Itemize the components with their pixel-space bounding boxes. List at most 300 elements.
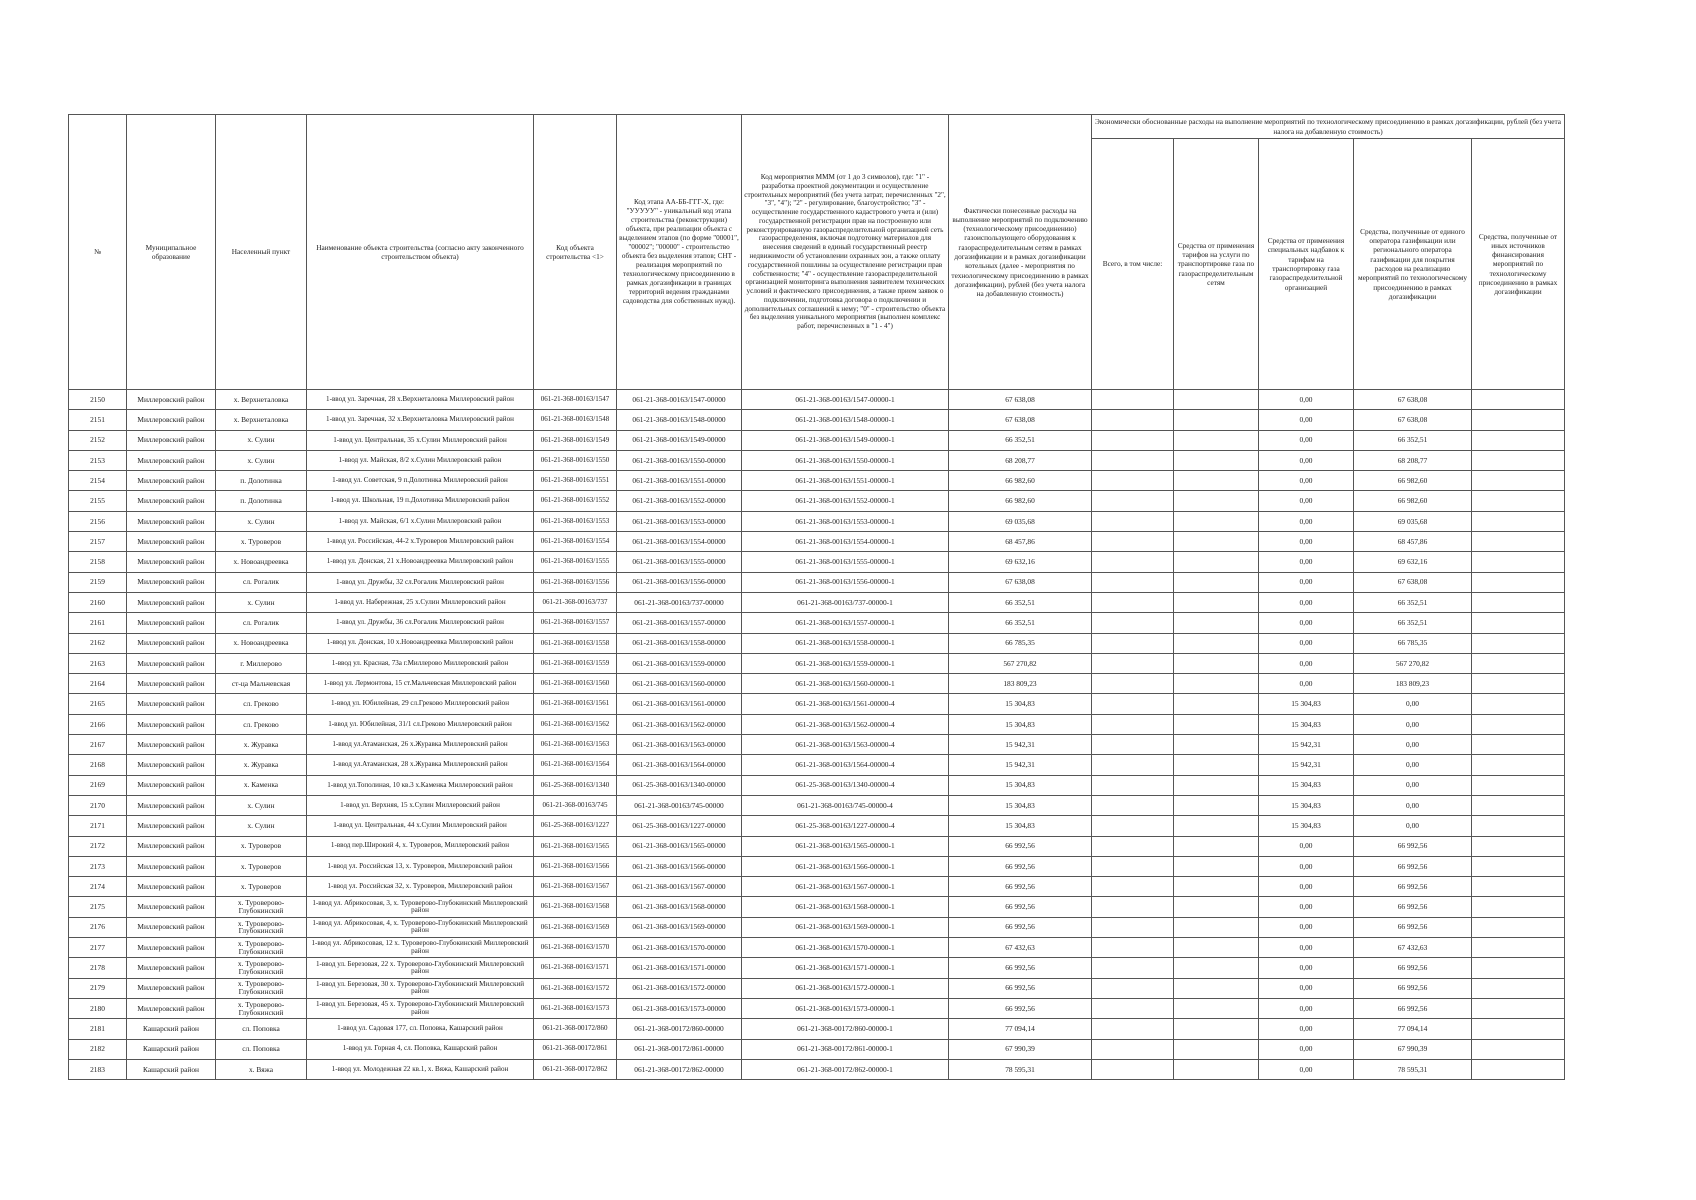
object-name-cell: 1-ввод ул. Садовая 177, сл. Поповка, Кашарский район — [307, 1019, 534, 1039]
stage-code-cell: 061-21-368-00163/1571-00000 — [617, 958, 742, 978]
object-name-cell: 1-ввод ул. Юбилейная, 31/1 сл.Греково Миллеровский район — [307, 714, 534, 734]
actual-costs-cell: 66 992,56 — [949, 917, 1092, 937]
municipality-cell: Миллеровский район — [127, 674, 216, 694]
total-cell — [1092, 633, 1174, 653]
table-row — [69, 836, 1565, 856]
single-operator-cell: 78 595,31 — [1354, 1059, 1472, 1079]
row-number: 2182 — [69, 1039, 127, 1059]
stage-code-cell: 061-21-368-00163/1573-00000 — [617, 998, 742, 1018]
table-row — [69, 450, 1565, 470]
row-number: 2176 — [69, 917, 127, 937]
event-code-cell: 061-21-368-00163/1563-00000-4 — [742, 735, 949, 755]
stage-code-cell: 061-21-368-00163/1572-00000 — [617, 978, 742, 998]
object-code-cell: 061-21-368-00163/1556 — [534, 572, 617, 592]
object-name-cell: 1-ввод ул. Молодежная 22 кв.1, х. Вяжа, Кашарский район — [307, 1059, 534, 1079]
other-sources-cell — [1472, 755, 1565, 775]
special-surcharges-cell: 0,00 — [1259, 471, 1354, 491]
header-single-operator: Средства, полученные от единого оператора газификации или регионального оператора газификации для покрытия расходов на реализацию мероприятий по технологическому присоединению в рамках догазификации — [1354, 139, 1472, 390]
header-object-code: Код объекта строительства <1> — [534, 115, 617, 390]
object-code-cell: 061-21-368-00163/1568 — [534, 897, 617, 917]
event-code-cell: 061-21-368-00163/1565-00000-1 — [742, 836, 949, 856]
special-surcharges-cell: 0,00 — [1259, 532, 1354, 552]
object-name-cell: 1-ввод пер.Широкий 4, х. Туроверов, Миллеровский район — [307, 836, 534, 856]
tariff-transport-cell — [1174, 450, 1259, 470]
event-code-cell: 061-21-368-00163/1567-00000-1 — [742, 877, 949, 897]
actual-costs-cell: 78 595,31 — [949, 1059, 1092, 1079]
row-number: 2152 — [69, 430, 127, 450]
event-code-cell: 061-21-368-00163/1568-00000-1 — [742, 897, 949, 917]
row-number: 2161 — [69, 613, 127, 633]
actual-costs-cell: 66 982,60 — [949, 471, 1092, 491]
row-number: 2156 — [69, 511, 127, 531]
total-cell — [1092, 1059, 1174, 1079]
total-cell — [1092, 998, 1174, 1018]
event-code-cell: 061-21-368-00163/1559-00000-1 — [742, 653, 949, 673]
object-name-cell: 1-ввод ул. Лермонтова, 15 ст.Мальчевская Миллеровский район — [307, 674, 534, 694]
total-cell — [1092, 755, 1174, 775]
tariff-transport-cell — [1174, 735, 1259, 755]
stage-code-cell: 061-21-368-00163/745-00000 — [617, 795, 742, 815]
actual-costs-cell: 68 457,86 — [949, 532, 1092, 552]
row-number: 2173 — [69, 856, 127, 876]
single-operator-cell: 567 270,82 — [1354, 653, 1472, 673]
stage-code-cell: 061-21-368-00163/1558-00000 — [617, 633, 742, 653]
actual-costs-cell: 66 992,56 — [949, 897, 1092, 917]
special-surcharges-cell: 0,00 — [1259, 491, 1354, 511]
event-code-cell: 061-21-368-00163/737-00000-1 — [742, 592, 949, 612]
single-operator-cell: 0,00 — [1354, 735, 1472, 755]
object-code-cell: 061-21-368-00163/1554 — [534, 532, 617, 552]
municipality-cell: Миллеровский район — [127, 917, 216, 937]
other-sources-cell — [1472, 471, 1565, 491]
municipality-cell: Миллеровский район — [127, 836, 216, 856]
tariff-transport-cell — [1174, 816, 1259, 836]
single-operator-cell: 183 809,23 — [1354, 674, 1472, 694]
other-sources-cell — [1472, 450, 1565, 470]
tariff-transport-cell — [1174, 877, 1259, 897]
total-cell — [1092, 613, 1174, 633]
event-code-cell: 061-21-368-00172/861-00000-1 — [742, 1039, 949, 1059]
object-code-cell: 061-21-368-00163/1552 — [534, 491, 617, 511]
settlement-cell: х. Туроверово-Глубокинский — [216, 978, 307, 998]
object-code-cell: 061-21-368-00163/1569 — [534, 917, 617, 937]
special-surcharges-cell: 0,00 — [1259, 1039, 1354, 1059]
other-sources-cell — [1472, 1039, 1565, 1059]
single-operator-cell: 69 035,68 — [1354, 511, 1472, 531]
row-number: 2163 — [69, 653, 127, 673]
special-surcharges-cell: 0,00 — [1259, 897, 1354, 917]
table-row — [69, 572, 1565, 592]
other-sources-cell — [1472, 390, 1565, 410]
settlement-cell: х. Сулин — [216, 511, 307, 531]
table-row — [69, 552, 1565, 572]
object-code-cell: 061-21-368-00163/737 — [534, 592, 617, 612]
single-operator-cell: 66 352,51 — [1354, 613, 1472, 633]
header-stage-code: Код этапа АА-ББ-ГГГ-Х, где: "УУУУУ" - уникальный код этапа строительства (реконструкции) объекта, при реализации объекта с выделением этапов (по форме "00001", "00002"; "00000" - строительство объекта без выделения этапов; СНТ - реализация мероприятий по технологическому присоединению в рамках догазификации в границах территорий ведения гражданами садоводства для собственных нужд). — [617, 115, 742, 390]
actual-costs-cell: 66 352,51 — [949, 430, 1092, 450]
object-name-cell: 1-ввод ул. Майская, 8/2 х.Сулин Миллеровский район — [307, 450, 534, 470]
stage-code-cell: 061-21-368-00163/1566-00000 — [617, 856, 742, 876]
settlement-cell: х. Туроверов — [216, 532, 307, 552]
table-row — [69, 775, 1565, 795]
stage-code-cell: 061-21-368-00163/1554-00000 — [617, 532, 742, 552]
row-number: 2168 — [69, 755, 127, 775]
special-surcharges-cell: 0,00 — [1259, 613, 1354, 633]
actual-costs-cell: 15 304,83 — [949, 775, 1092, 795]
actual-costs-cell: 68 208,77 — [949, 450, 1092, 470]
stage-code-cell: 061-21-368-00163/1559-00000 — [617, 653, 742, 673]
special-surcharges-cell: 0,00 — [1259, 572, 1354, 592]
object-code-cell: 061-25-368-00163/1227 — [534, 816, 617, 836]
total-cell — [1092, 714, 1174, 734]
stage-code-cell: 061-21-368-00163/1567-00000 — [617, 877, 742, 897]
event-code-cell: 061-21-368-00163/1547-00000-1 — [742, 390, 949, 410]
total-cell — [1092, 917, 1174, 937]
object-name-cell: 1-ввод ул. Березовая, 30 х. Туроверово-Глубокинский Миллеровский район — [307, 978, 534, 998]
object-name-cell: 1-ввод ул. Березовая, 45 х. Туроверово-Глубокинский Миллеровский район — [307, 998, 534, 1018]
row-number: 2158 — [69, 552, 127, 572]
object-name-cell: 1-ввод ул. Абрикосовая, 4, х. Туроверово-Глубокинский Миллеровский район — [307, 917, 534, 937]
table-row — [69, 938, 1565, 958]
stage-code-cell: 061-21-368-00163/1556-00000 — [617, 572, 742, 592]
special-surcharges-cell: 15 304,83 — [1259, 816, 1354, 836]
table-row — [69, 1059, 1565, 1079]
municipality-cell: Миллеровский район — [127, 958, 216, 978]
other-sources-cell — [1472, 592, 1565, 612]
other-sources-cell — [1472, 714, 1565, 734]
settlement-cell: сл. Поповка — [216, 1039, 307, 1059]
row-number: 2160 — [69, 592, 127, 612]
row-number: 2166 — [69, 714, 127, 734]
total-cell — [1092, 1019, 1174, 1039]
row-number: 2180 — [69, 998, 127, 1018]
other-sources-cell — [1472, 836, 1565, 856]
municipality-cell: Миллеровский район — [127, 816, 216, 836]
settlement-cell: х. Верхнеталовка — [216, 390, 307, 410]
tariff-transport-cell — [1174, 795, 1259, 815]
table-row — [69, 897, 1565, 917]
table-row — [69, 816, 1565, 836]
object-code-cell: 061-21-368-00163/1566 — [534, 856, 617, 876]
single-operator-cell: 66 992,56 — [1354, 836, 1472, 856]
table-row — [69, 532, 1565, 552]
table-row — [69, 958, 1565, 978]
table-row — [69, 674, 1565, 694]
tariff-transport-cell — [1174, 714, 1259, 734]
special-surcharges-cell: 0,00 — [1259, 653, 1354, 673]
row-number: 2153 — [69, 450, 127, 470]
row-number: 2171 — [69, 816, 127, 836]
header-actual-costs: Фактически понесенные расходы на выполнение мероприятий по подключению (технологическому присоединению) газоиспользующего оборудования к газораспределительным сетям в рамках догазификации и в рамках догазификации котельных (далее - мероприятия по технологическому присоединению в рамках догазификации), рублей (без учета налога на добавленную стоимость) — [949, 115, 1092, 390]
total-cell — [1092, 856, 1174, 876]
object-name-cell: 1-ввод ул.Атаманская, 28 х.Журавка Миллеровский район — [307, 755, 534, 775]
object-code-cell: 061-21-368-00163/1565 — [534, 836, 617, 856]
municipality-cell: Миллеровский район — [127, 613, 216, 633]
actual-costs-cell: 66 982,60 — [949, 491, 1092, 511]
other-sources-cell — [1472, 816, 1565, 836]
settlement-cell: х. Сулин — [216, 450, 307, 470]
settlement-cell: п. Долотинка — [216, 471, 307, 491]
event-code-cell: 061-25-368-00163/1227-00000-4 — [742, 816, 949, 836]
row-number: 2179 — [69, 978, 127, 998]
object-name-cell: 1-ввод ул. Российская 13, х. Туроверов, Миллеровский район — [307, 856, 534, 876]
single-operator-cell: 66 992,56 — [1354, 958, 1472, 978]
object-code-cell: 061-21-368-00163/1548 — [534, 410, 617, 430]
tariff-transport-cell — [1174, 653, 1259, 673]
event-code-cell: 061-21-368-00163/1562-00000-4 — [742, 714, 949, 734]
municipality-cell: Кашарский район — [127, 1039, 216, 1059]
table-row — [69, 613, 1565, 633]
event-code-cell: 061-21-368-00163/1564-00000-4 — [742, 755, 949, 775]
table-row — [69, 653, 1565, 673]
object-name-cell: 1-ввод ул. Верхняя, 15 х.Сулин Миллеровский район — [307, 795, 534, 815]
header-group-economic-costs: Экономически обоснованные расходы на выполнение мероприятий по технологическому присоединению в рамках догазификации, рублей (без учета налога на добавленную стоимость) — [1092, 115, 1565, 139]
tariff-transport-cell — [1174, 897, 1259, 917]
object-name-cell: 1-ввод ул. Абрикосовая, 12 х. Туроверово-Глубокинский Миллеровский район — [307, 938, 534, 958]
event-code-cell: 061-25-368-00163/1340-00000-4 — [742, 775, 949, 795]
single-operator-cell: 77 094,14 — [1354, 1019, 1472, 1039]
stage-code-cell: 061-21-368-00163/1564-00000 — [617, 755, 742, 775]
actual-costs-cell: 15 942,31 — [949, 755, 1092, 775]
stage-code-cell: 061-21-368-00163/737-00000 — [617, 592, 742, 612]
object-name-cell: 1-ввод ул. Центральная, 44 х.Сулин Миллеровский район — [307, 816, 534, 836]
settlement-cell: х. Туроверово-Глубокинский — [216, 958, 307, 978]
actual-costs-cell: 66 352,51 — [949, 592, 1092, 612]
municipality-cell: Миллеровский район — [127, 633, 216, 653]
total-cell — [1092, 410, 1174, 430]
object-name-cell: 1-ввод ул. Заречная, 32 х.Верхнеталовка Миллеровский район — [307, 410, 534, 430]
municipality-cell: Миллеровский район — [127, 877, 216, 897]
tariff-transport-cell — [1174, 1019, 1259, 1039]
stage-code-cell: 061-21-368-00163/1547-00000 — [617, 390, 742, 410]
municipality-cell: Миллеровский район — [127, 978, 216, 998]
row-number: 2159 — [69, 572, 127, 592]
single-operator-cell: 68 457,86 — [1354, 532, 1472, 552]
total-cell — [1092, 877, 1174, 897]
object-name-cell: 1-ввод ул. Красная, 73а г.Миллерово Миллеровский район — [307, 653, 534, 673]
event-code-cell: 061-21-368-00163/1557-00000-1 — [742, 613, 949, 633]
tariff-transport-cell — [1174, 592, 1259, 612]
total-cell — [1092, 958, 1174, 978]
total-cell — [1092, 511, 1174, 531]
header-event-code: Код мероприятия МММ (от 1 до 3 символов), где: "1" - разработка проектной документации и осуществление строительных мероприятий (без учета затрат, перечисленных "2", "3", "4"); "2" - регулирование, благоустройство; "3" - осуществление государственного кадастрового учета и (или) государственной регистрации прав на построенную или реконструированную газораспределительной организацией сеть газораспределения, включая подготовку материалов для внесения сведений в единый государственный реестр недвижимости об установлении охранных зон, а также оплату государственной пошлины за осуществление регистрации прав собственности; "4" - осуществление газораспределительной организацией мониторинга выполнения заявителем технических условий и фактического присоединения, а также прием заявок о подключении, подготовка договора о подключении и дополнительных соглашений к нему; "0" - строительство объекта без выделения уникального мероприятия (выполнен комплекс работ, перечисленных в "1 - 4") — [742, 115, 949, 390]
object-code-cell: 061-21-368-00172/860 — [534, 1019, 617, 1039]
actual-costs-cell: 15 304,83 — [949, 694, 1092, 714]
stage-code-cell: 061-21-368-00163/1563-00000 — [617, 735, 742, 755]
actual-costs-cell: 66 785,35 — [949, 633, 1092, 653]
stage-code-cell: 061-21-368-00163/1551-00000 — [617, 471, 742, 491]
actual-costs-cell: 66 992,56 — [949, 958, 1092, 978]
object-name-cell: 1-ввод ул. Дружбы, 32 сл.Рогалик Миллеровский район — [307, 572, 534, 592]
actual-costs-cell: 66 992,56 — [949, 856, 1092, 876]
other-sources-cell — [1472, 410, 1565, 430]
special-surcharges-cell: 15 304,83 — [1259, 795, 1354, 815]
special-surcharges-cell: 0,00 — [1259, 674, 1354, 694]
other-sources-cell — [1472, 938, 1565, 958]
municipality-cell: Миллеровский район — [127, 491, 216, 511]
total-cell — [1092, 390, 1174, 410]
object-name-cell: 1-ввод ул.Тополиная, 10 кв.3 х.Каменка Миллеровский район — [307, 775, 534, 795]
municipality-cell: Миллеровский район — [127, 897, 216, 917]
settlement-cell: г. Миллерово — [216, 653, 307, 673]
row-number: 2154 — [69, 471, 127, 491]
object-code-cell: 061-21-368-00163/1561 — [534, 694, 617, 714]
stage-code-cell: 061-21-368-00163/1557-00000 — [617, 613, 742, 633]
row-number: 2162 — [69, 633, 127, 653]
stage-code-cell: 061-21-368-00163/1555-00000 — [617, 552, 742, 572]
total-cell — [1092, 775, 1174, 795]
object-name-cell: 1-ввод ул. Дружбы, 36 сл.Рогалик Миллеровский район — [307, 613, 534, 633]
total-cell — [1092, 816, 1174, 836]
settlement-cell: сл. Поповка — [216, 1019, 307, 1039]
stage-code-cell: 061-21-368-00163/1552-00000 — [617, 491, 742, 511]
single-operator-cell: 0,00 — [1354, 775, 1472, 795]
other-sources-cell — [1472, 1059, 1565, 1079]
row-number: 2167 — [69, 735, 127, 755]
single-operator-cell: 66 992,56 — [1354, 998, 1472, 1018]
object-name-cell: 1-ввод ул. Набережная, 25 х.Сулин Миллеровский район — [307, 592, 534, 612]
event-code-cell: 061-21-368-00163/1573-00000-1 — [742, 998, 949, 1018]
header-object-name: Наименование объекта строительства (согласно акту законченного строительством объекта) — [307, 115, 534, 390]
actual-costs-cell: 15 304,83 — [949, 714, 1092, 734]
object-code-cell: 061-21-368-00163/1549 — [534, 430, 617, 450]
header-total: Всего, в том числе: — [1092, 139, 1174, 390]
settlement-cell: х. Туроверово-Глубокинский — [216, 917, 307, 937]
event-code-cell: 061-21-368-00163/1570-00000-1 — [742, 938, 949, 958]
row-number: 2151 — [69, 410, 127, 430]
special-surcharges-cell: 15 304,83 — [1259, 694, 1354, 714]
table-row — [69, 390, 1565, 410]
other-sources-cell — [1472, 1019, 1565, 1039]
object-name-cell: 1-ввод ул. Российская, 44-2 х.Туроверов Миллеровский район — [307, 532, 534, 552]
table-row — [69, 917, 1565, 937]
object-code-cell: 061-21-368-00163/1553 — [534, 511, 617, 531]
other-sources-cell — [1472, 511, 1565, 531]
object-code-cell: 061-21-368-00163/1560 — [534, 674, 617, 694]
event-code-cell: 061-21-368-00163/1552-00000-1 — [742, 491, 949, 511]
event-code-cell: 061-21-368-00163/1554-00000-1 — [742, 532, 949, 552]
table-row — [69, 694, 1565, 714]
special-surcharges-cell: 0,00 — [1259, 998, 1354, 1018]
actual-costs-cell: 67 990,39 — [949, 1039, 1092, 1059]
single-operator-cell: 69 632,16 — [1354, 552, 1472, 572]
single-operator-cell: 66 992,56 — [1354, 897, 1472, 917]
settlement-cell: х. Сулин — [216, 592, 307, 612]
object-name-cell: 1-ввод ул. Березовая, 22 х. Туроверово-Глубокинский Миллеровский район — [307, 958, 534, 978]
object-code-cell: 061-21-368-00163/1547 — [534, 390, 617, 410]
single-operator-cell: 68 208,77 — [1354, 450, 1472, 470]
actual-costs-cell: 69 035,68 — [949, 511, 1092, 531]
total-cell — [1092, 795, 1174, 815]
object-code-cell: 061-21-368-00163/1557 — [534, 613, 617, 633]
municipality-cell: Миллеровский район — [127, 552, 216, 572]
single-operator-cell: 0,00 — [1354, 755, 1472, 775]
settlement-cell: х. Новоандреевка — [216, 552, 307, 572]
municipality-cell: Миллеровский район — [127, 775, 216, 795]
table-row — [69, 856, 1565, 876]
other-sources-cell — [1472, 897, 1565, 917]
settlement-cell: сл. Рогалик — [216, 572, 307, 592]
stage-code-cell: 061-21-368-00163/1569-00000 — [617, 917, 742, 937]
table-row — [69, 430, 1565, 450]
table-header — [69, 115, 1565, 390]
table-row — [69, 735, 1565, 755]
actual-costs-cell: 15 304,83 — [949, 816, 1092, 836]
special-surcharges-cell: 0,00 — [1259, 552, 1354, 572]
table-row — [69, 410, 1565, 430]
object-code-cell: 061-21-368-00163/1558 — [534, 633, 617, 653]
tariff-transport-cell — [1174, 552, 1259, 572]
object-name-cell: 1-ввод ул. Российская 32, х. Туроверов, Миллеровский район — [307, 877, 534, 897]
row-number: 2175 — [69, 897, 127, 917]
special-surcharges-cell: 15 304,83 — [1259, 775, 1354, 795]
table-row — [69, 471, 1565, 491]
municipality-cell: Миллеровский район — [127, 471, 216, 491]
single-operator-cell: 67 638,08 — [1354, 572, 1472, 592]
single-operator-cell: 0,00 — [1354, 694, 1472, 714]
special-surcharges-cell: 0,00 — [1259, 410, 1354, 430]
tariff-transport-cell — [1174, 471, 1259, 491]
actual-costs-cell: 67 638,08 — [949, 390, 1092, 410]
tariff-transport-cell — [1174, 958, 1259, 978]
special-surcharges-cell: 0,00 — [1259, 917, 1354, 937]
tariff-transport-cell — [1174, 1059, 1259, 1079]
event-code-cell: 061-21-368-00163/1549-00000-1 — [742, 430, 949, 450]
settlement-cell: х. Туроверов — [216, 877, 307, 897]
stage-code-cell: 061-21-368-00163/1550-00000 — [617, 450, 742, 470]
settlement-cell: х. Туроверово-Глубокинский — [216, 998, 307, 1018]
settlement-cell: х. Вяжа — [216, 1059, 307, 1079]
actual-costs-cell: 15 304,83 — [949, 795, 1092, 815]
table-row — [69, 795, 1565, 815]
tariff-transport-cell — [1174, 613, 1259, 633]
object-code-cell: 061-21-368-00163/1567 — [534, 877, 617, 897]
event-code-cell: 061-21-368-00163/1572-00000-1 — [742, 978, 949, 998]
header-municipality: Муниципальное образование — [127, 115, 216, 390]
object-code-cell: 061-25-368-00163/1340 — [534, 775, 617, 795]
costs-table — [68, 114, 1565, 1080]
object-code-cell: 061-21-368-00163/1551 — [534, 471, 617, 491]
settlement-cell: х. Туроверов — [216, 856, 307, 876]
special-surcharges-cell: 0,00 — [1259, 958, 1354, 978]
other-sources-cell — [1472, 653, 1565, 673]
tariff-transport-cell — [1174, 390, 1259, 410]
header-num: № — [69, 115, 127, 390]
object-code-cell: 061-21-368-00163/1563 — [534, 735, 617, 755]
municipality-cell: Миллеровский район — [127, 795, 216, 815]
other-sources-cell — [1472, 633, 1565, 653]
actual-costs-cell: 66 992,56 — [949, 978, 1092, 998]
object-name-cell: 1-ввод ул. Донская, 10 х.Новоандреевка Миллеровский район — [307, 633, 534, 653]
other-sources-cell — [1472, 613, 1565, 633]
tariff-transport-cell — [1174, 755, 1259, 775]
event-code-cell: 061-21-368-00163/745-00000-4 — [742, 795, 949, 815]
municipality-cell: Миллеровский район — [127, 572, 216, 592]
total-cell — [1092, 532, 1174, 552]
single-operator-cell: 66 992,56 — [1354, 917, 1472, 937]
stage-code-cell: 061-21-368-00163/1562-00000 — [617, 714, 742, 734]
single-operator-cell: 67 638,08 — [1354, 410, 1472, 430]
special-surcharges-cell: 0,00 — [1259, 856, 1354, 876]
tariff-transport-cell — [1174, 998, 1259, 1018]
tariff-transport-cell — [1174, 775, 1259, 795]
other-sources-cell — [1472, 877, 1565, 897]
object-name-cell: 1-ввод ул. Центральная, 35 х.Сулин Миллеровский район — [307, 430, 534, 450]
actual-costs-cell: 183 809,23 — [949, 674, 1092, 694]
special-surcharges-cell: 0,00 — [1259, 836, 1354, 856]
other-sources-cell — [1472, 674, 1565, 694]
tariff-transport-cell — [1174, 856, 1259, 876]
